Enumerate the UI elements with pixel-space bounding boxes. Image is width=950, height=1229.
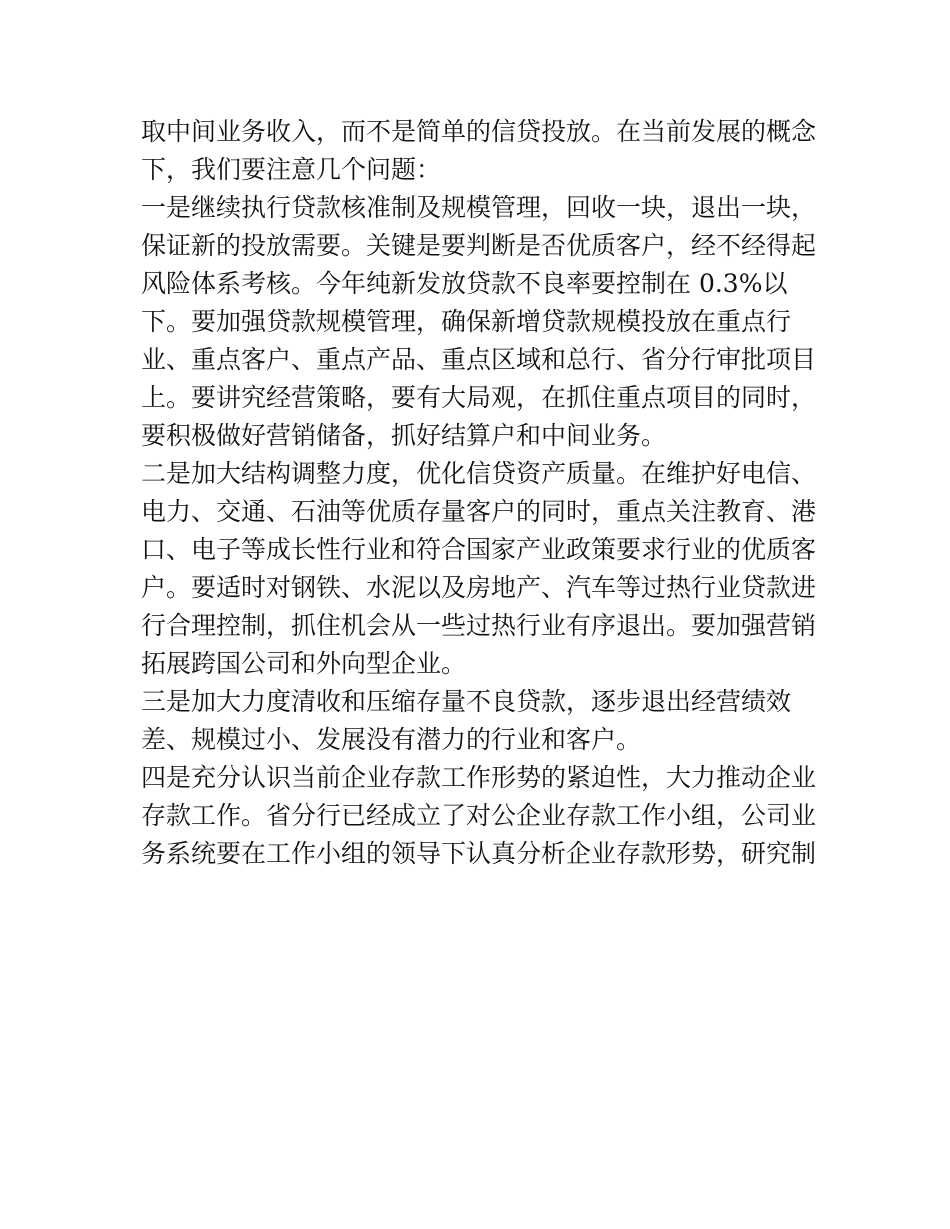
text-line: 保证新的投放需要。关键是要判断是否优质客户，经不经得起 [141, 231, 817, 260]
text-line: 户。要适时对钢铁、水泥以及房地产、汽车等过热行业贷款进 [141, 573, 817, 602]
text-line: 口、电子等成长性行业和符合国家产业政策要求行业的优质客 [141, 535, 817, 564]
text-line: 四是充分认识当前企业存款工作形势的紧迫性，大力推动企业 [141, 763, 817, 792]
text-line: 业、重点客户、重点产品、重点区域和总行、省分行审批项目 [141, 345, 817, 374]
paragraph-point-two [141, 455, 831, 683]
text-line: 要积极做好营销储备，抓好结算户和中间业务。 [141, 421, 667, 450]
text-line: 取中间业务收入，而不是简单的信贷投放。在当前发展的概念 [141, 117, 817, 146]
text-line: 上。要讲究经营策略，要有大局观，在抓住重点项目的同时， [141, 383, 817, 412]
document-body [141, 113, 831, 873]
text-line: 差、规模过小、发展没有潜力的行业和客户。 [141, 725, 642, 754]
text-line: 一是继续执行贷款核准制及规模管理，回收一块，退出一块， [141, 193, 817, 222]
text-line: 风险体系考核。今年纯新发放贷款不良率要控制在 0.3%以 [141, 269, 788, 298]
paragraph-intro-continuation [141, 113, 831, 189]
text-line: 存款工作。省分行已经成立了对公企业存款工作小组，公司业 [141, 801, 817, 830]
text-line: 电力、交通、石油等优质存量客户的同时，重点关注教育、港 [141, 497, 817, 526]
paragraph-point-four [141, 759, 831, 873]
text-line: 行合理控制，抓住机会从一些过热行业有序退出。要加强营销 [141, 611, 817, 640]
paragraph-point-one [141, 189, 831, 455]
text-line: 二是加大结构调整力度，优化信贷资产质量。在维护好电信、 [141, 459, 817, 488]
paragraph-point-three [141, 683, 831, 759]
text-line: 务系统要在工作小组的领导下认真分析企业存款形势，研究制 [141, 839, 817, 868]
text-line: 拓展跨国公司和外向型企业。 [141, 649, 467, 678]
text-line: 三是加大力度清收和压缩存量不良贷款，逐步退出经营绩效 [141, 687, 792, 716]
text-line: 下，我们要注意几个问题： [141, 155, 442, 184]
text-line: 下。要加强贷款规模管理，确保新增贷款规模投放在重点行 [141, 307, 792, 336]
